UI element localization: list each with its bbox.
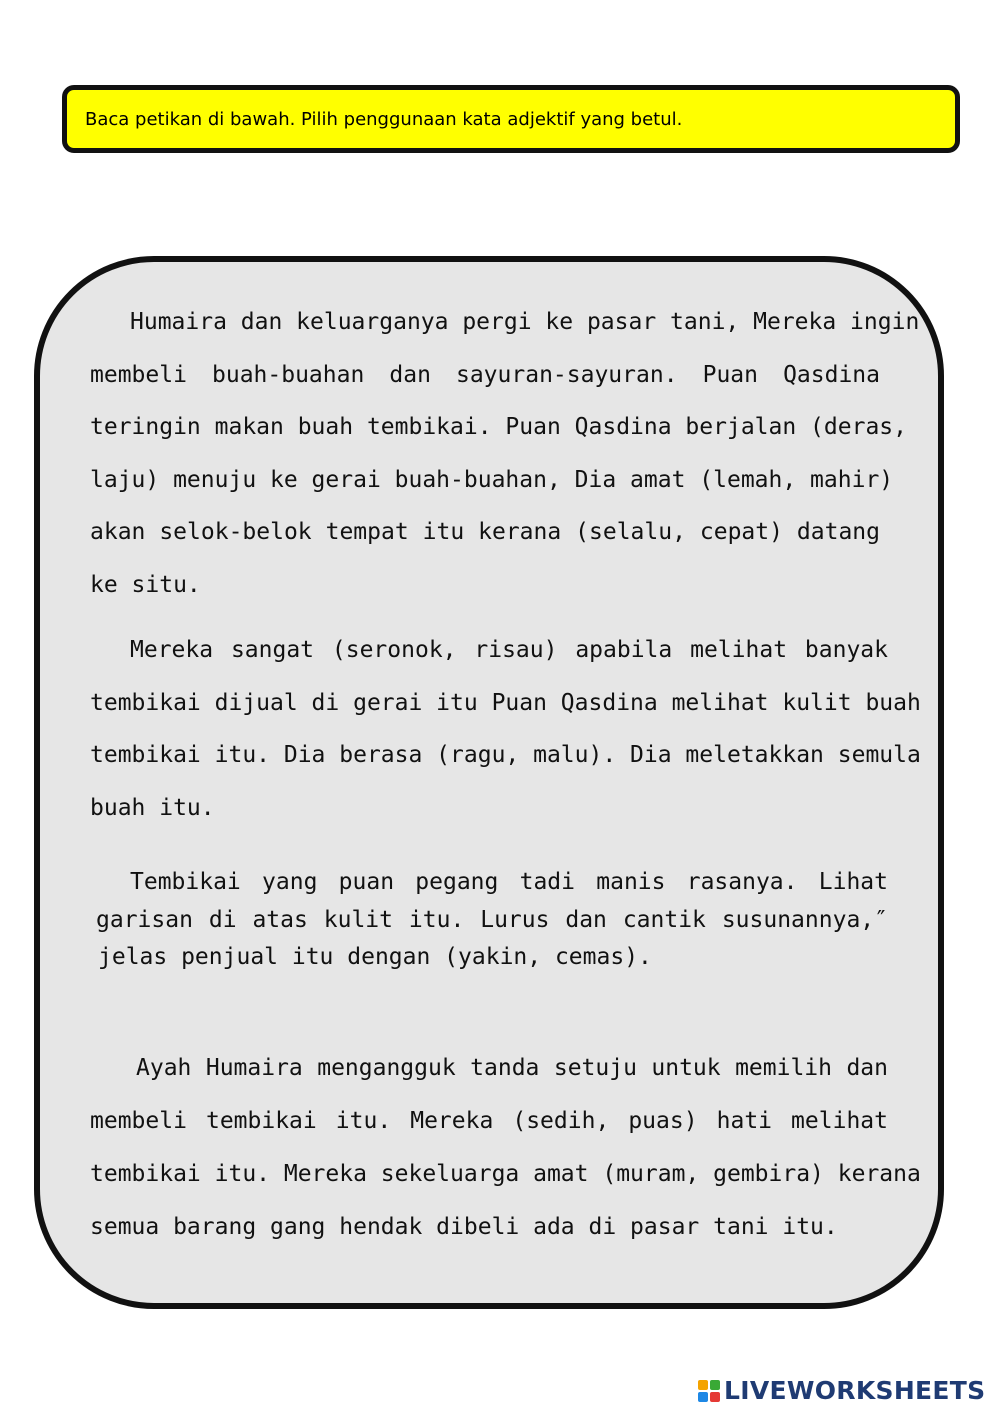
- passage-line: Mereka sangat (seronok, risau) apabila melihat banyak: [130, 637, 888, 663]
- passage-line: teringin makan buah tembikai. Puan Qasdina berjalan (deras,: [90, 414, 907, 440]
- passage-line: laju) menuju ke gerai buah-buahan, Dia amat (lemah, mahir): [90, 466, 894, 493]
- logo-text: LIVEWORKSHEETS: [724, 1376, 986, 1405]
- passage-line: garisan di atas kulit itu. Lurus dan cantik susunannya,″: [96, 906, 888, 933]
- passage-line: ke situ.: [90, 571, 201, 598]
- passage-line: Humaira dan keluarganya pergi ke pasar tani, Mereka ingin: [130, 309, 920, 335]
- instruction-text: Baca petikan di bawah. Pilih penggunaan kata adjektif yang betul.: [85, 108, 683, 130]
- passage-line: membeli buah-buahan dan sayuran-sayuran. Puan Qasdina: [90, 361, 880, 388]
- passage-line: membeli tembikai itu. Mereka (sedih, puas) hati melihat: [90, 1108, 888, 1134]
- paragraph-1: [90, 296, 920, 611]
- liveworksheets-logo[interactable]: [698, 1376, 985, 1405]
- passage-line: tembikai dijual di gerai itu Puan Qasdina melihat kulit buah: [90, 689, 921, 716]
- passage-panel: [34, 256, 944, 1309]
- passage-line: tembikai itu. Dia berasa (ragu, malu). Dia meletakkan semula: [90, 742, 921, 768]
- passage-line: akan selok-belok tempat itu kerana (selalu, cepat) datang: [90, 519, 880, 545]
- instruction-box: [62, 85, 960, 153]
- passage-line: semua barang gang hendak dibeli ada di pasar tani itu.: [90, 1214, 838, 1240]
- passage-line: tembikai itu. Mereka sekeluarga amat (muram, gembira) kerana: [90, 1161, 921, 1187]
- paragraph-4: [90, 1042, 921, 1254]
- passage-line: Ayah Humaira mengangguk tanda setuju untuk memilih dan: [136, 1055, 888, 1081]
- passage-line: buah itu.: [90, 794, 215, 821]
- paragraph-3: [90, 864, 888, 977]
- liveworksheets-logo-icon: [698, 1380, 720, 1402]
- passage-line: jelas penjual itu dengan (yakin, cemas).: [98, 944, 652, 970]
- passage-line: Tembikai yang puan pegang tadi manis rasanya. Lihat: [130, 869, 888, 895]
- paragraph-2: [90, 624, 921, 834]
